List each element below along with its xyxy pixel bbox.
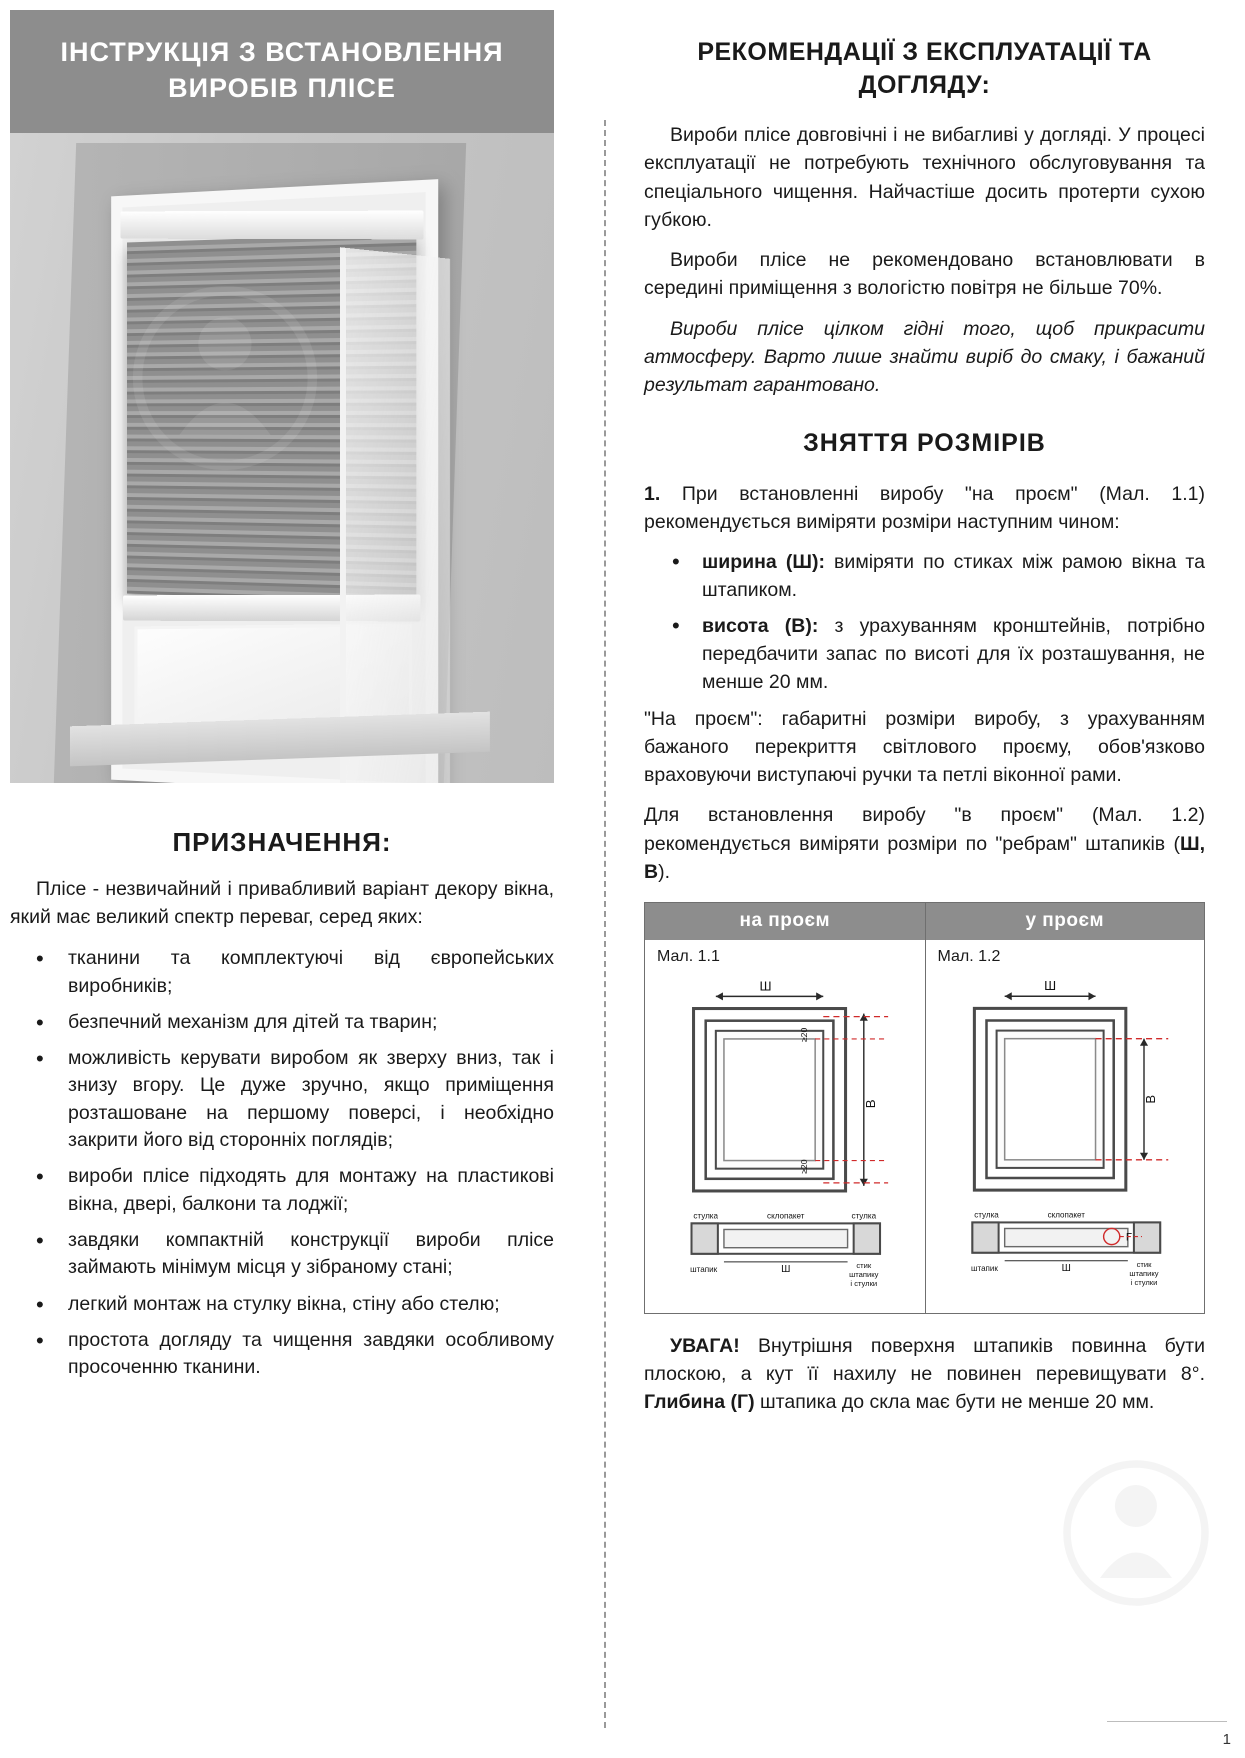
product-photo (10, 133, 554, 783)
warning-depth-term: Глибина (Г) (644, 1391, 755, 1414)
diagram-table (644, 902, 1205, 1313)
diagram-caption-1-2: Мал. 1.2 (937, 948, 1001, 966)
care-paragraph-3: Вироби пліcе цілком гідні того, щоб прикрасити атмосферу. Варто лише знайти виріб до смаку, і бажаний результат гарантовано. (644, 317, 1205, 397)
list-item: • легкий монтаж на стулку вікна, стіну або стелю; (10, 1291, 554, 1318)
svg-text:і стулки: і стулки (1130, 1278, 1157, 1288)
measurement-intro-number: 1. (644, 482, 661, 505)
warning-text-2: штапика до скла має бути не менше 20 мм. (754, 1391, 1155, 1414)
diagram-header-on-opening: на проєм (645, 903, 925, 940)
care-paragraph-1: Вироби пліcе довговічні і не вибагливі у догляді. У процесі експлуатації не потребують технічного обслуговування та спеціального чищення. Найчастіше досить протерти сухою губкою. (644, 124, 1205, 231)
left-column (0, 0, 610, 1758)
purpose-heading: ПРИЗНАЧЕННЯ: (172, 826, 392, 857)
list-item (644, 612, 1205, 697)
measurement-note-2-bold: Ш, В (644, 832, 1205, 883)
svg-text:склопакет: склопакет (767, 1211, 805, 1221)
diagram-cell-on-opening (645, 903, 925, 1312)
right-column (610, 0, 1245, 1758)
svg-text:стулка: стулка (851, 1211, 877, 1221)
list-item: • можливість керувати виробом як зверху вниз, так і знизу вгору. Це дуже зручно, якщо приміщення розташоване на першому поверсі, і необхідно закрити його від сторонніх поглядів; (10, 1045, 554, 1154)
measurement-note-1: "На проєм": габаритні розміри виробу, з урахуванням бажаного перекриття світлового проєму, обов'язково враховуючи виступаючі ручки та петлі віконної рами. (644, 707, 1205, 787)
care-body (644, 121, 1205, 886)
care-heading: РЕКОМЕНДАЦІЇ З ЕКСПЛУАТАЦІЇ ТА ДОГЛЯДУ: (697, 38, 1152, 99)
svg-text:Ш: Ш (781, 1264, 791, 1276)
list-item: • тканини та комплектуючі від європейських виробників; (10, 945, 554, 1000)
column-divider (604, 120, 606, 1728)
svg-text:Ш: Ш (1043, 978, 1056, 994)
svg-text:В: В (862, 1099, 878, 1109)
svg-text:≥20: ≥20 (799, 1159, 810, 1174)
diagram-svg-on-opening (653, 968, 917, 1302)
photo-open-sash (340, 247, 450, 783)
diagram-caption-1-1: Мал. 1.1 (657, 948, 720, 966)
measurement-term-height: висота (В): (702, 614, 819, 637)
care-paragraph-2: Вироби пліcе не рекомендовано встановлювати в середині приміщення з вологістю повітря не більше 70%. (644, 249, 1205, 300)
svg-text:штапику: штапику (849, 1270, 879, 1280)
photo-top-rail (120, 210, 423, 239)
list-item: • вироби пліcе підходять для монтажу на пластикові вікна, двері, балкони та лоджії; (10, 1163, 554, 1218)
list-item: • завдяки компактній конструкції вироби пліcе займають мінімум місця у зібраному стані; (10, 1227, 554, 1282)
svg-text:≥20: ≥20 (799, 1027, 810, 1043)
measurement-heading: ЗНЯТТЯ РОЗМІРІВ (803, 429, 1046, 458)
measurement-bullet-list (644, 548, 1205, 696)
diagram-cell-in-opening (925, 903, 1205, 1312)
purpose-bullet-list (10, 945, 554, 1381)
page-title: ІНСТРУКЦІЯ З ВСТАНОВЛЕННЯ ВИРОБІВ ПЛІCЕ (10, 10, 554, 133)
svg-text:штапик: штапик (970, 1263, 998, 1273)
measurement-note-2 (644, 801, 1205, 886)
svg-text:В: В (1142, 1094, 1158, 1104)
list-item: • безпечний механізм для дітей та тварин; (10, 1009, 554, 1036)
svg-text:Ш: Ш (1061, 1262, 1071, 1274)
watermark-icon (1061, 1458, 1211, 1608)
diagram-header-in-opening: у проєм (926, 903, 1205, 940)
measurement-note-2-pre: Для встановлення виробу "в проєм" (Мал. 1.2) рекомендується виміряти розміри по "ребрам" штапиків ( (644, 804, 1205, 855)
svg-text:стулка: стулка (973, 1210, 999, 1220)
svg-text:Ш: Ш (759, 978, 772, 994)
purpose-intro: Пліcе - незвичайний і привабливий варіант декору вікна, який має великий спектр переваг, серед яких: (10, 877, 554, 928)
svg-text:склопакет: склопакет (1047, 1210, 1085, 1220)
svg-text:стик: стик (1136, 1259, 1151, 1269)
page-number: 1 (1222, 1731, 1231, 1748)
warning-text-1: Внутрішня поверхня штапиків повинна бути плоскою, а кут її нахилу не повинен перевищувати 8°. (644, 1334, 1205, 1385)
measurement-note-2-post: ). (658, 860, 671, 883)
measurement-text-height: з урахуванням кронштейнів, потрібно передбачити запас по висоті для їх розташування, не менше 20 мм. (702, 614, 1205, 694)
diagram-svg-in-opening (934, 968, 1197, 1301)
svg-text:і стулки: і стулки (850, 1279, 878, 1289)
measurement-intro-text: При встановленні виробу "на проєм" (Мал. 1.1) рекомендується виміряти розміри наступним чином: (644, 482, 1205, 533)
diagram-body-1-2 (926, 968, 1205, 1311)
svg-text:штапик: штапик (690, 1265, 718, 1275)
purpose-body (10, 876, 554, 1382)
measurement-text-width: виміряти по стиках між рамою вікна та штапиком. (702, 551, 1205, 602)
measurement-term-width: ширина (Ш): (702, 551, 825, 574)
svg-text:штапику: штапику (1128, 1269, 1159, 1279)
svg-text:Г: Г (1125, 1231, 1132, 1244)
list-item (644, 548, 1205, 605)
svg-text:стик: стик (856, 1261, 872, 1271)
measurement-intro (644, 480, 1205, 537)
footer-rule (1107, 1721, 1227, 1722)
list-item: • простота догляду та чищення завдяки особливому просоченню тканини. (10, 1327, 554, 1382)
warning-note (644, 1332, 1205, 1417)
diagram-body-1-1 (645, 968, 925, 1312)
warning-label: УВАГА! (670, 1334, 740, 1357)
svg-text:стулка: стулка (693, 1211, 719, 1221)
